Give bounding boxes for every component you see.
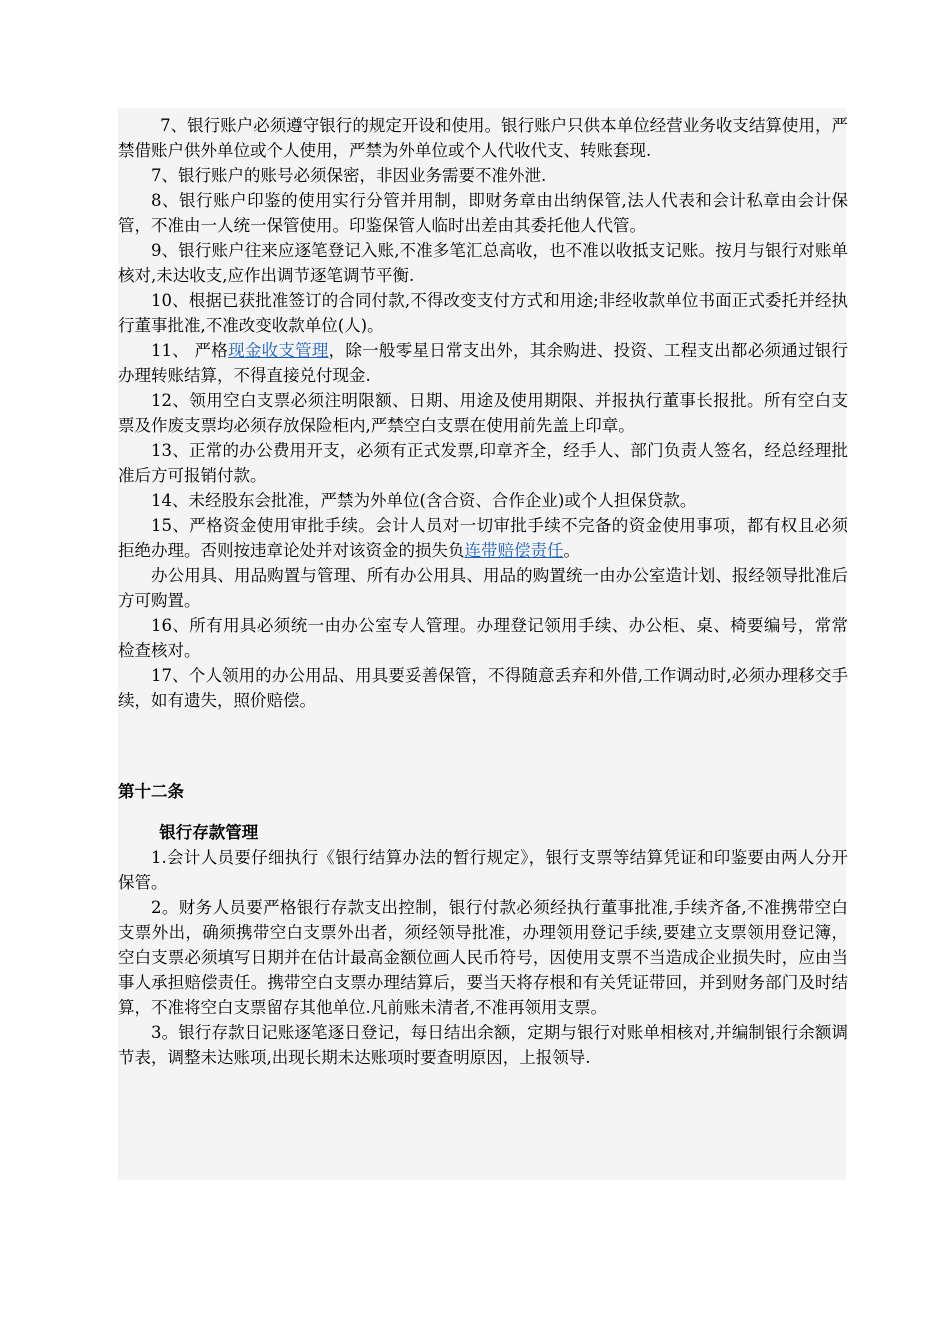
paragraph-10: 10、根据已获批准签订的合同付款,不得改变支付方式和用途;非经收款单位书面正式委托并经执行董事批准,不准改变收款单位(人)。 <box>118 291 848 335</box>
paragraph-9: 9、银行账户往来应逐笔登记入账,不准多笔汇总高收，也不准以收抵支记账。按月与银行对账单核对,未达收支,应作出调节逐笔调节平衡. <box>118 241 848 285</box>
paragraph-bank-2: 2。财务人员要严格银行存款支出控制，银行付款必须经执行董事批准,手续齐备,不准携带空白支票外出，确须携带空白支票外出者，须经领导批准，办理领用登记手续,要建立支票领用登记簿，空白支票必须填写日期并在估计最高金额位画人民币符号，因使用支票不当造成企业损失时，应由当事人承担赔偿责任。携带空白支票办理结算后，要当天将存根和有关凭证带回，并到财务部门及时结算，不准将空白支票留存其他单位.凡前账未清者,不准再领用支票。 <box>118 898 848 1017</box>
paragraph-13: 13、正常的办公费用开支，必须有正式发票,印章齐全，经手人、部门负责人签名，经总经理批准后方可报销付款。 <box>118 441 848 485</box>
paragraph-11-before: 11、 严格 <box>151 341 229 360</box>
spacer <box>118 763 848 779</box>
article-heading: 第十二条 <box>118 782 184 801</box>
paragraph-7a: 7、银行账户必须遵守银行的规定开设和使用。银行账户只供本单位经营业务收支结算使用，严禁借账户供外单位或个人使用，严禁为外单位或个人代收代支、转账套现. <box>118 116 848 160</box>
paragraph-15-before: 15、严格资金使用审批手续。会计人员对一切审批手续不完备的资金使用事项，都有权且必须拒绝办理。否则按违章论处并对该资金的损失负 <box>118 516 848 560</box>
paragraph-11-after: ，除一般零星日常支出外，其余购进、投资、工程支出都必须通过银行办理转账结算，不得直接兑付现金. <box>118 341 849 385</box>
document-body <box>118 113 848 1070</box>
cash-management-link[interactable]: 现金收支管理 <box>228 341 329 360</box>
paragraph-15-after: 。 <box>563 541 580 560</box>
paragraph-15 <box>118 513 848 563</box>
paragraph-14: 14、未经股东会批准，严禁为外单位(含合资、合作企业)或个人担保贷款。 <box>151 491 697 510</box>
section-heading: 银行存款管理 <box>159 823 259 842</box>
paragraph-11 <box>118 338 848 388</box>
paragraph-bank-1: 1.会计人员要仔细执行《银行结算办法的暂行规定》，银行支票等结算凭证和印鉴要由两人分开保管。 <box>118 848 848 892</box>
joint-liability-link[interactable]: 连带赔偿责任 <box>464 541 564 560</box>
paragraph-bank-3: 3。银行存款日记账逐笔逐日登记，每日结出余额，定期与银行对账单相核对,并编制银行余额调节表，调整未达账项,出现长期未达账项时要查明原因，上报领导. <box>118 1023 848 1067</box>
paragraph-office-supplies: 办公用具、用品购置与管理、所有办公用具、用品的购置统一由办公室造计划、报经领导批准后方可购置。 <box>118 566 848 610</box>
spacer <box>118 804 848 820</box>
spacer <box>118 713 848 763</box>
paragraph-12: 12、领用空白支票必须注明限额、日期、用途及使用期限、并报执行董事长报批。所有空白支票及作废支票均必须存放保险柜内,严禁空白支票在使用前先盖上印章。 <box>118 391 848 435</box>
paragraph-16: 16、所有用具必须统一由办公室专人管理。办理登记领用手续、办公柜、桌、椅要编号，常常检查核对。 <box>118 616 848 660</box>
paragraph-7b: 7、银行账户的账号必须保密，非因业务需要不准外泄. <box>151 166 547 185</box>
paragraph-17: 17、个人领用的办公用品、用具要妥善保管，不得随意丢弃和外借,工作调动时,必须办理移交手续，如有遗失，照价赔偿。 <box>118 666 848 710</box>
paragraph-8: 8、银行账户印鉴的使用实行分管并用制，即财务章由出纳保管,法人代表和会计私章由会计保管，不准由一人统一保管使用。印鉴保管人临时出差由其委托他人代管。 <box>118 191 848 235</box>
